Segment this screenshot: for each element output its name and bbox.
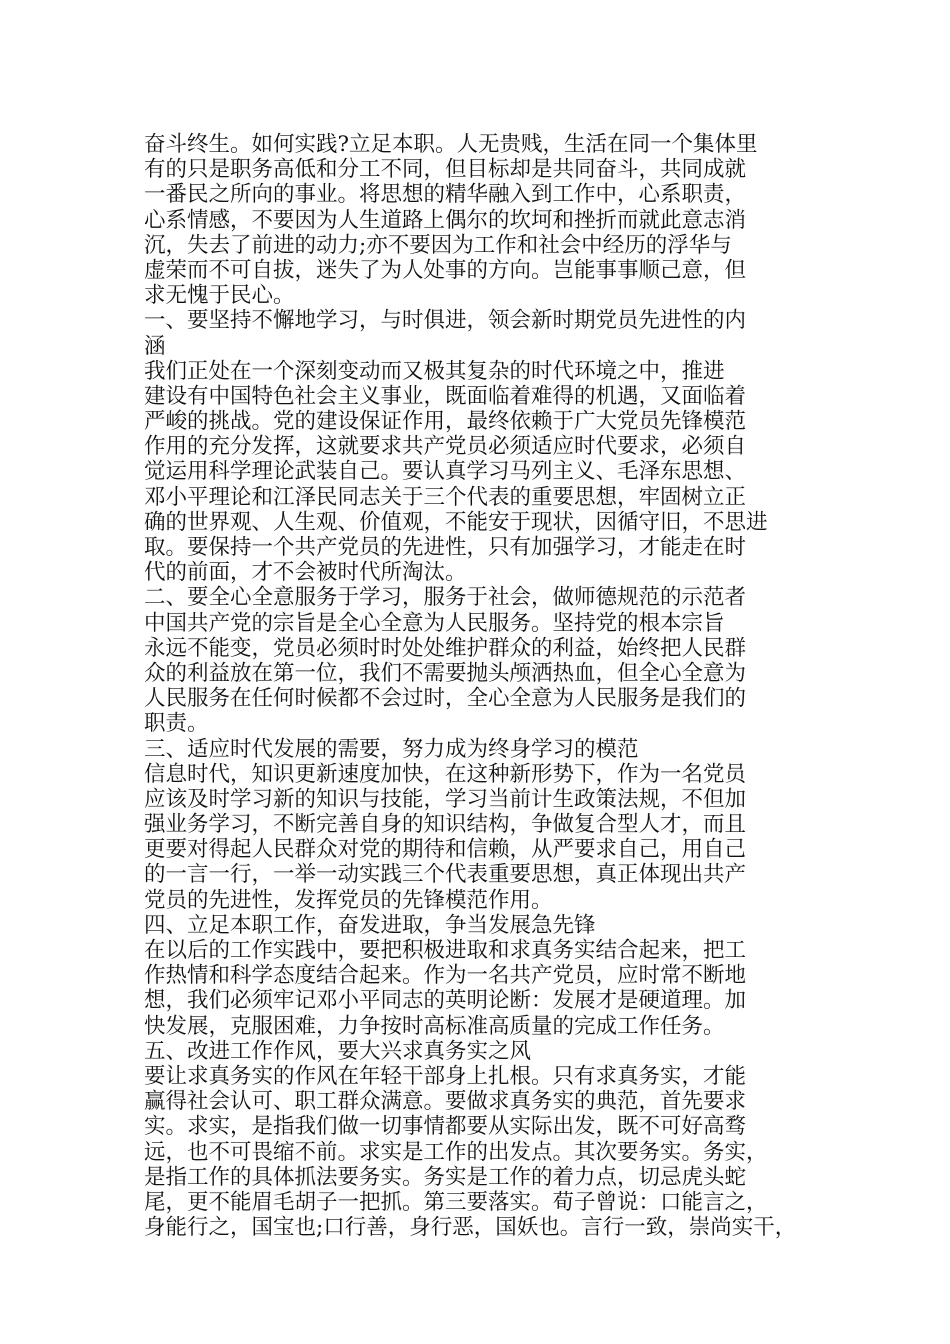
text-line: 三、适应时代发展的需要，努力成为终身学习的模范 bbox=[144, 736, 639, 762]
text-line: 邓小平理论和江泽民同志关于三个代表的重要思想，牢固树立正 bbox=[144, 484, 747, 510]
text-line: 信息时代，知识更新速度加快，在这种新形势下，作为一名党员 bbox=[144, 761, 747, 787]
text-line: 我们正处在一个深刻变动而又极其复杂的时代环境之中，推进 bbox=[144, 358, 725, 384]
text-line: 身能行之，国宝也;口行善，身行恶，国妖也。言行一致，崇尚实干， bbox=[144, 1215, 797, 1241]
text-line: 在以后的工作实践中，要把积极进取和求真务实结合起来，把工 bbox=[144, 938, 747, 963]
text-line: 觉运用科学理论武装自己。要认真学习马列主义、毛泽东思想、 bbox=[144, 459, 747, 485]
text-line: 有的只是职务高低和分工不同，但目标却是共同奋斗，共同成就 bbox=[144, 157, 747, 183]
text-line: 尾，更不能眉毛胡子一把抓。第三要落实。荀子曾说：口能言之， bbox=[144, 1189, 768, 1215]
text-line: 一、要坚持不懈地学习，与时俱进，领会新时期党员先进性的内 bbox=[144, 308, 747, 334]
text-line: 众的利益放在第一位，我们不需要抛头颅洒热血，但全心全意为 bbox=[144, 660, 747, 686]
text-line: 快发展，克服困难，力争按时高标准高质量的完成工作任务。 bbox=[144, 1013, 725, 1039]
text-line: 一番民之所向的事业。将思想的精华融入到工作中，心系职责， bbox=[144, 182, 747, 208]
text-line: 永远不能变，党员必须时时处处维护群众的利益，始终把人民群 bbox=[144, 635, 747, 661]
text-line: 更要对得起人民群众对党的期待和信赖，从严要求自己，用自己 bbox=[144, 837, 747, 863]
text-line: 取。要保持一个共产党员的先进性，只有加强学习，才能走在时 bbox=[144, 535, 747, 560]
text-line: 赢得社会认可、职工群众满意。要做求真务实的典范，首先要求 bbox=[144, 1089, 747, 1115]
text-line: 职责。 bbox=[144, 711, 209, 737]
text-line: 求无愧于民心。 bbox=[144, 283, 295, 309]
text-line: 四、立足本职工作，奋发进取，争当发展急先锋 bbox=[144, 912, 596, 938]
body-text bbox=[144, 132, 824, 1240]
text-line: 虚荣而不可自拔，迷失了为人处事的方向。岂能事事顺己意，但 bbox=[144, 257, 747, 283]
text-line: 要让求真务实的作风在年轻干部身上扎根。只有求真务实，才能 bbox=[144, 1063, 747, 1089]
text-line: 远，也不可畏缩不前。求实是工作的出发点。其次要务实。务实， bbox=[144, 1139, 768, 1165]
text-line: 严峻的挑战。党的建设保证作用，最终依赖于广大党员先锋模范 bbox=[144, 409, 747, 435]
text-line: 五、改进工作作风，要大兴求真务实之风 bbox=[144, 1038, 532, 1064]
text-line: 实。求实，是指我们做一切事情都要从实际出发，既不可好高骛 bbox=[144, 1114, 747, 1140]
text-line: 二、要全心全意服务于学习，服务于社会，做师德规范的示范者 bbox=[144, 585, 747, 611]
text-line: 心系情感，不要因为人生道路上偶尔的坎坷和挫折而就此意志消 bbox=[144, 207, 747, 233]
text-line: 想，我们必须牢记邓小平同志的英明论断：发展才是硬道理。加 bbox=[144, 988, 747, 1014]
text-line: 确的世界观、人生观、价值观，不能安于现状，因循守旧，不思进 bbox=[144, 509, 768, 535]
text-line: 强业务学习，不断完善自身的知识结构，争做复合型人才，而且 bbox=[144, 812, 747, 838]
text-line: 中国共产党的宗旨是全心全意为人民服务。坚持党的根本宗旨 bbox=[144, 610, 725, 636]
text-line: 建设有中国特色社会主义事业，既面临着难得的机遇，又面临着 bbox=[144, 383, 747, 409]
text-line: 党员的先进性，发挥党员的先锋模范作用。 bbox=[144, 887, 553, 913]
text-line: 人民服务在任何时候都不会过时，全心全意为人民服务是我们的 bbox=[144, 686, 747, 712]
text-line: 涵 bbox=[144, 333, 166, 359]
text-line: 应该及时学习新的知识与技能，学习当前计生政策法规，不但加 bbox=[144, 786, 747, 812]
text-line: 代的前面，才不会被时代所淘汰。 bbox=[144, 560, 467, 586]
text-line: 的一言一行，一举一动实践三个代表重要思想，真正体现出共产 bbox=[144, 862, 747, 888]
text-line: 奋斗终生。如何实践?立足本职。人无贵贱，生活在同一个集体里 bbox=[144, 132, 758, 157]
text-line: 作用的充分发挥，这就要求共产党员必须适应时代要求，必须自 bbox=[144, 434, 747, 460]
text-line: 沉，失去了前进的动力;亦不要因为工作和社会中经历的浮华与 bbox=[144, 232, 732, 258]
text-line: 作热情和科学态度结合起来。作为一名共产党员，应时常不断地 bbox=[144, 963, 747, 989]
text-line: 是指工作的具体抓法要务实。务实是工作的着力点，切忌虎头蛇 bbox=[144, 1164, 747, 1190]
